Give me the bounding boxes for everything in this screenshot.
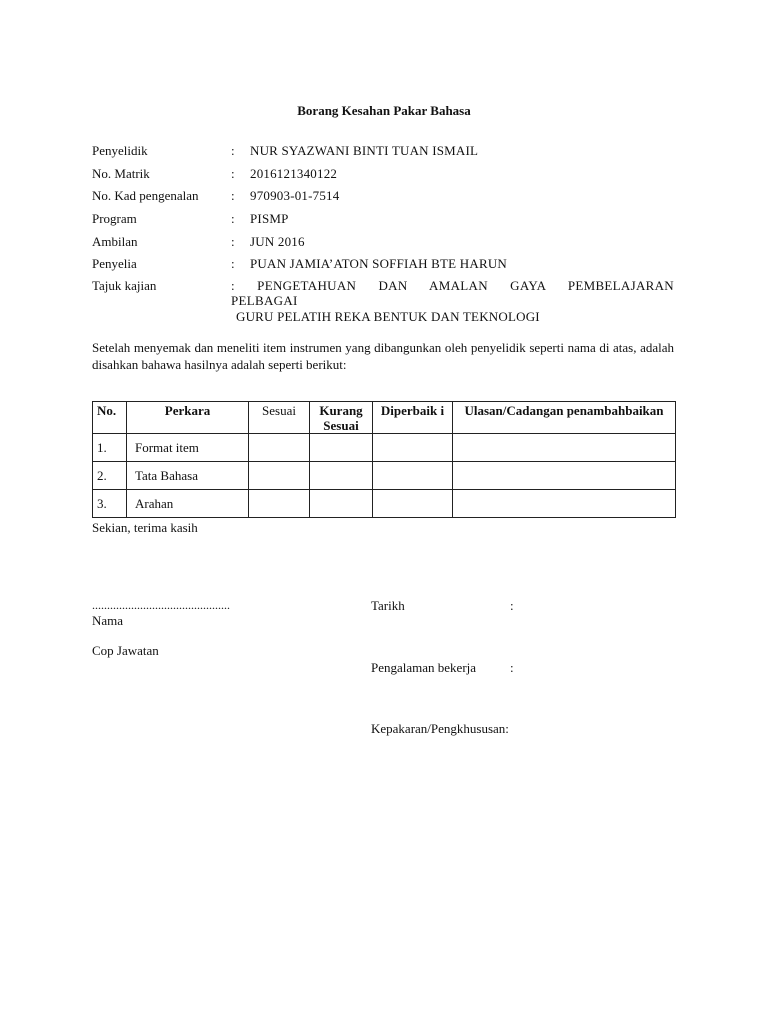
field-ambilan bbox=[92, 234, 682, 252]
cell-kurang-sesuai[interactable] bbox=[310, 490, 373, 518]
cell-ulasan[interactable] bbox=[453, 462, 676, 490]
field-colon: : bbox=[231, 143, 235, 158]
cop-jawatan-label: Cop Jawatan bbox=[92, 643, 159, 658]
cell-diperbaiki[interactable] bbox=[373, 434, 453, 462]
table-row bbox=[93, 462, 676, 490]
cell-sesuai[interactable] bbox=[249, 462, 310, 490]
tarikh-colon: : bbox=[510, 598, 514, 613]
document-title: Borang Kesahan Pakar Bahasa bbox=[297, 103, 471, 118]
header-kurang-sesuai: Kurang Sesuai bbox=[310, 402, 373, 434]
field-colon: : bbox=[231, 188, 235, 203]
tajuk-line-2: PELBAGAI bbox=[231, 293, 298, 308]
cell-kurang-sesuai[interactable] bbox=[310, 462, 373, 490]
field-label: Program bbox=[92, 211, 137, 226]
cell-perkara: Tata Bahasa bbox=[127, 462, 249, 490]
field-penyelidik bbox=[92, 143, 682, 161]
name-label: Nama bbox=[92, 613, 124, 628]
cell-perkara: Format item bbox=[127, 434, 249, 462]
tarikh-label: Tarikh bbox=[371, 598, 405, 613]
table-header-row bbox=[93, 402, 676, 434]
cell-sesuai[interactable] bbox=[249, 490, 310, 518]
header-perkara: Perkara bbox=[127, 402, 249, 434]
field-value: NUR SYAZWANI BINTI TUAN ISMAIL bbox=[250, 143, 479, 158]
table-row bbox=[93, 490, 676, 518]
closing-text: Sekian, terima kasih bbox=[92, 520, 198, 535]
field-label: Tajuk kajian bbox=[92, 278, 157, 293]
cell-diperbaiki[interactable] bbox=[373, 490, 453, 518]
tajuk-line-1: : PENGETAHUAN DAN AMALAN GAYA PEMBELAJARAN bbox=[231, 278, 674, 293]
cell-kurang-sesuai[interactable] bbox=[310, 434, 373, 462]
field-no-kad-pengenalan bbox=[92, 188, 682, 206]
field-value: 2016121340122 bbox=[250, 166, 338, 181]
field-no-matrik bbox=[92, 166, 682, 184]
cell-ulasan[interactable] bbox=[453, 490, 676, 518]
pengalaman-colon: : bbox=[510, 660, 514, 675]
cell-no: 2. bbox=[93, 462, 127, 490]
kepakaran-label: Kepakaran/Pengkhususan: bbox=[371, 721, 509, 736]
cell-no: 1. bbox=[93, 434, 127, 462]
field-colon: : bbox=[231, 211, 235, 226]
cell-perkara: Arahan bbox=[127, 490, 249, 518]
cell-no: 3. bbox=[93, 490, 127, 518]
header-sesuai: Sesuai bbox=[249, 402, 310, 434]
header-no: No. bbox=[93, 402, 127, 434]
field-program bbox=[92, 211, 682, 229]
header-ulasan: Ulasan/Cadangan penambahbaikan bbox=[453, 402, 676, 434]
field-label: Ambilan bbox=[92, 234, 138, 249]
field-colon: : bbox=[231, 234, 235, 249]
field-value: PISMP bbox=[250, 211, 289, 226]
field-penyelia bbox=[92, 256, 682, 274]
field-label: No. Matrik bbox=[92, 166, 150, 181]
tajuk-line-3: GURU PELATIH REKA BENTUK DAN TEKNOLOGI bbox=[236, 309, 540, 324]
field-colon: : bbox=[231, 166, 235, 181]
field-label: Penyelia bbox=[92, 256, 137, 271]
cell-sesuai[interactable] bbox=[249, 434, 310, 462]
cell-diperbaiki[interactable] bbox=[373, 462, 453, 490]
signature-line: .............................................. bbox=[92, 598, 230, 612]
field-label: Penyelidik bbox=[92, 143, 148, 158]
cell-ulasan[interactable] bbox=[453, 434, 676, 462]
field-colon: : bbox=[231, 256, 235, 271]
table-row bbox=[93, 434, 676, 462]
field-value: JUN 2016 bbox=[250, 234, 305, 249]
field-value: PUAN JAMIA’ATON SOFFIAH BTE HARUN bbox=[250, 256, 507, 271]
pengalaman-label: Pengalaman bekerja bbox=[371, 660, 477, 675]
header-diperbaiki: Diperbaik i bbox=[373, 402, 453, 434]
evaluation-table bbox=[92, 401, 676, 518]
field-label: No. Kad pengenalan bbox=[92, 188, 199, 203]
field-value: 970903-01-7514 bbox=[250, 188, 340, 203]
intro-paragraph: Setelah menyemak dan meneliti item instrumen yang dibangunkan oleh penyelidik seperti nama di atas, adalah disahkan bahawa hasilnya adalah seperti berikut: bbox=[92, 340, 674, 372]
